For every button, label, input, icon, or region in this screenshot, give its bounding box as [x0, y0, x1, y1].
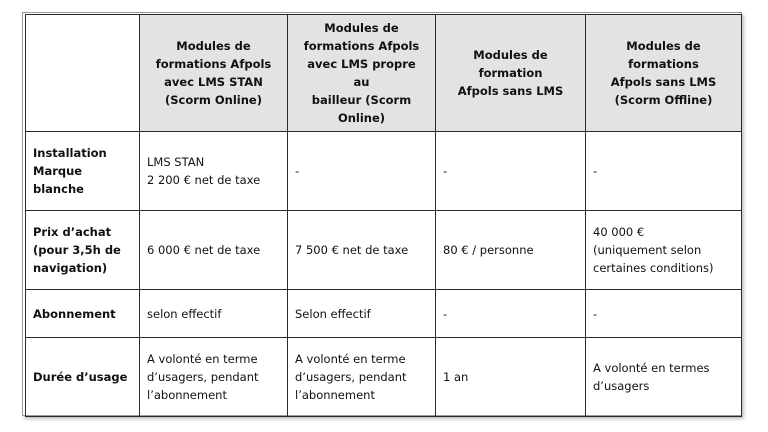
table-cell: 7 500 € net de taxe: [288, 211, 436, 290]
table-cell: -: [586, 290, 742, 338]
table-cell: -: [586, 132, 742, 211]
header-cell-lms-bailleur: Modules de formations Afpols avec LMS propre au bailleur (Scorm Online): [288, 15, 436, 132]
table-cell: -: [288, 132, 436, 211]
table-cell: 40 000 € (uniquement selon certaines conditions): [586, 211, 742, 290]
table-cell: A volonté en terme d’usagers, pendant l’abonnement: [140, 338, 288, 417]
table-cell: 80 € / personne: [436, 211, 586, 290]
header-cell-sans-lms: Modules de formation Afpols sans LMS: [436, 15, 586, 132]
header-cell-lms-stan: Modules de formations Afpols avec LMS STAN (Scorm Online): [140, 15, 288, 132]
pricing-table: [25, 14, 742, 417]
table-row: [26, 290, 742, 338]
table-cell: A volonté en termes d’usagers: [586, 338, 742, 417]
table-cell: -: [436, 132, 586, 211]
header-cell-sans-lms-offline: Modules de formations Afpols sans LMS (Scorm Offline): [586, 15, 742, 132]
table-cell: -: [436, 290, 586, 338]
header-cell-empty: [26, 15, 140, 132]
row-label: Installation Marque blanche: [26, 132, 140, 211]
table-cell: 1 an: [436, 338, 586, 417]
table-cell: selon effectif: [140, 290, 288, 338]
table-row: [26, 338, 742, 417]
header-row: [26, 15, 742, 132]
table-cell: A volonté en terme d’usagers, pendant l’abonnement: [288, 338, 436, 417]
row-label: Durée d’usage: [26, 338, 140, 417]
table-cell: 6 000 € net de taxe: [140, 211, 288, 290]
table-row: [26, 211, 742, 290]
row-label: Prix d’achat (pour 3,5h de navigation): [26, 211, 140, 290]
table-cell: Selon effectif: [288, 290, 436, 338]
row-label: Abonnement: [26, 290, 140, 338]
table-cell: LMS STAN 2 200 € net de taxe: [140, 132, 288, 211]
table-row: [26, 132, 742, 211]
